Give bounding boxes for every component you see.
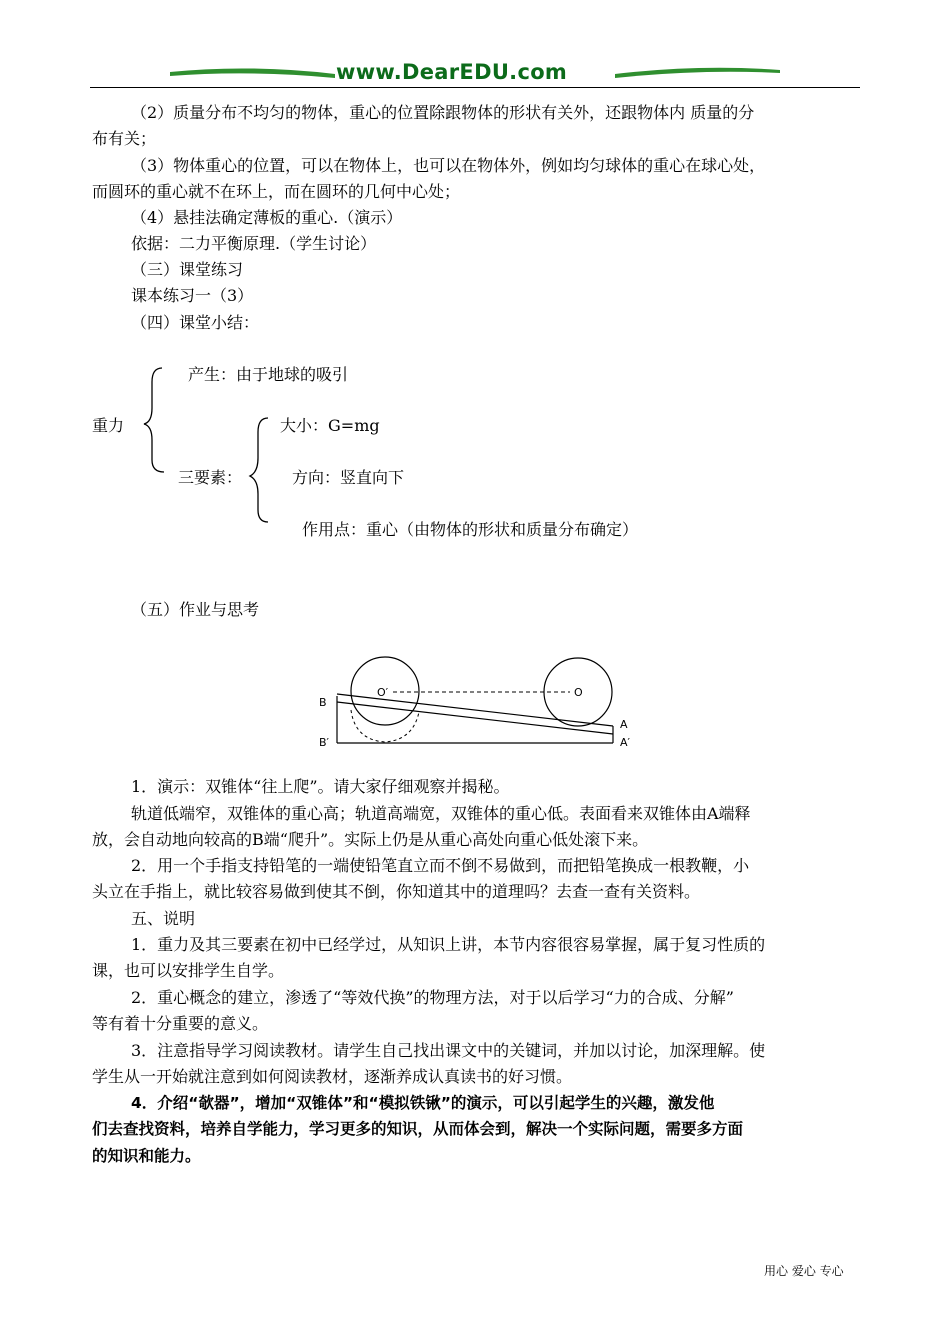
summary-magnitude: 大小：G=mg <box>280 416 380 435</box>
text-line: 2．用一个手指支持铅笔的一端使铅笔直立而不倒不易做到，而把铅笔换成一根教鞭，小 <box>131 856 750 875</box>
label-A: A <box>620 718 628 731</box>
text-line: 布有关； <box>92 129 157 148</box>
text-line: 1．演示：双锥体“往上爬”。请大家仔细观察并揭秘。 <box>131 777 510 796</box>
header-logo-text[interactable]: www.DearEDU.com <box>336 60 568 84</box>
label-A-prime: A′ <box>620 736 631 749</box>
footer-motto: 用心 爱心 专心 <box>764 1264 844 1278</box>
text-line: 课，也可以安排学生自学。 <box>92 961 285 980</box>
text-line: 轨道低端窄，双锥体的重心高；轨道高端宽，双锥体的重心低。表面看来双锥体由A端释 <box>131 804 751 823</box>
text-line: 课本练习一（3） <box>131 286 254 305</box>
text-line: （4）悬挂法确定薄板的重心.（演示） <box>131 208 403 227</box>
text-line: （四）课堂小结： <box>131 313 260 332</box>
text-line: 2．重心概念的建立，渗透了“等效代换”的物理方法，对于以后学习“力的合成、分解” <box>131 988 734 1007</box>
summary-three-elements: 三要素： <box>178 468 243 487</box>
text-line: 五、说明 <box>131 909 196 928</box>
text-line: （2）质量分布不均匀的物体，重心的位置除跟物体的形状有关外，还跟物体内 质量的分 <box>131 103 755 122</box>
text-line: 头立在手指上，就比较容易做到使其不倒，你知道其中的道理吗？去查一查有关资料。 <box>92 882 701 901</box>
text-line: （三）课堂练习 <box>131 260 244 279</box>
homework-title: （五）作业与思考 <box>131 600 260 619</box>
text-line: （3）物体重心的位置，可以在物体上，也可以在物体外，例如均匀球体的重心在球心处， <box>131 156 766 175</box>
label-O: O <box>574 686 583 699</box>
summary-direction: 方向：竖直向下 <box>292 468 405 487</box>
text-line: 而圆环的重心就不在环上，而在圆环的几何中心处； <box>92 182 461 201</box>
bold-line: 4．介绍“欹器”，增加“双锥体”和“模拟铁锹”的演示，可以引起学生的兴趣，激发他 <box>131 1094 715 1112</box>
label-B: B <box>319 696 327 709</box>
summary-origin: 产生：由于地球的吸引 <box>188 365 349 384</box>
double-cone-diagram <box>315 650 645 750</box>
text-line: 等有着十分重要的意义。 <box>92 1014 269 1033</box>
text-line: 依据：二力平衡原理.（学生讨论） <box>131 234 377 253</box>
label-O-prime: O′ <box>377 686 389 699</box>
text-line: 1．重力及其三要素在初中已经学过，从知识上讲，本节内容很容易掌握，属于复习性质的 <box>131 935 766 954</box>
bold-line: 的知识和能力。 <box>92 1147 201 1165</box>
label-B-prime: B′ <box>319 736 330 749</box>
text-line: 放，会自动地向较高的B端“爬升”。实际上仍是从重心高处向重心低处滚下来。 <box>92 830 649 849</box>
summary-root: 重力 <box>92 416 125 435</box>
text-line: 学生从一开始就注意到如何阅读教材，逐渐养成认真读书的好习惯。 <box>92 1067 573 1086</box>
text-line: 3．注意指导学习阅读教材。请学生自己找出课文中的关键词，并加以讨论，加深理解。使 <box>131 1041 766 1060</box>
summary-point: 作用点：重心（由物体的形状和质量分布确定） <box>302 520 639 539</box>
header-rule <box>90 87 860 88</box>
bold-line: 们去查找资料，培养自学能力，学习更多的知识，从而体会到，解决一个实际问题，需要多方面 <box>92 1120 744 1138</box>
